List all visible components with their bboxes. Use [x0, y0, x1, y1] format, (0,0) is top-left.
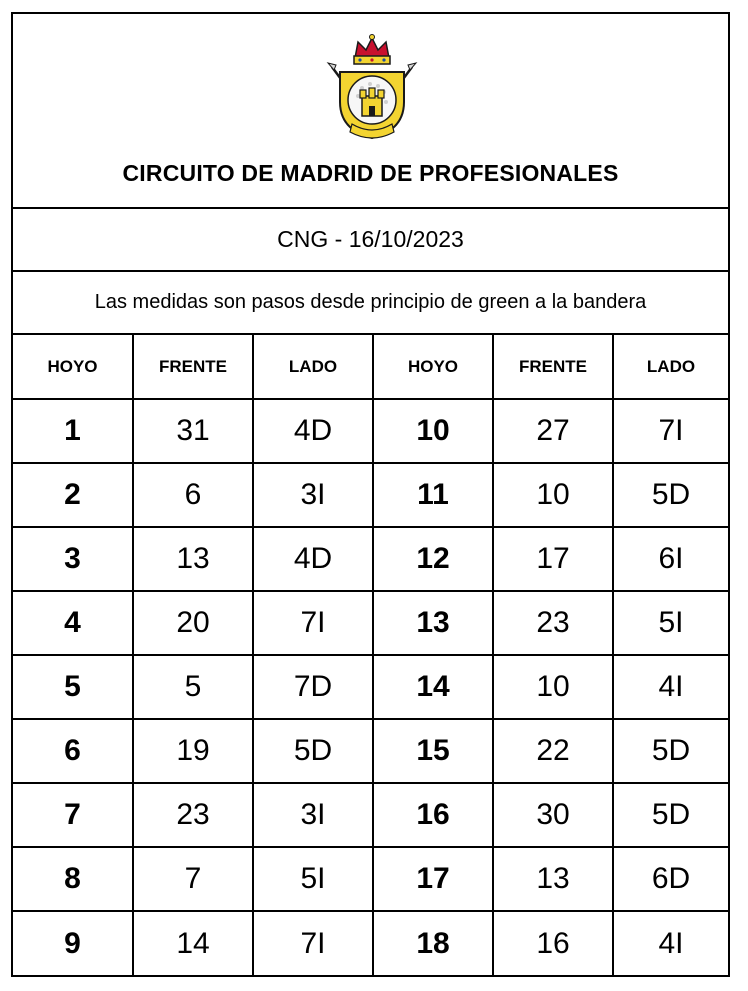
hole-positions-table [13, 335, 728, 975]
side-value: 7I [613, 399, 728, 463]
front-value: 30 [493, 783, 613, 847]
hole-number: 4 [13, 591, 133, 655]
side-value: 5D [253, 719, 373, 783]
side-value: 5I [253, 847, 373, 911]
hole-number: 14 [373, 655, 493, 719]
side-value: 4D [253, 527, 373, 591]
side-value: 5D [613, 719, 728, 783]
hole-number: 6 [13, 719, 133, 783]
front-value: 19 [133, 719, 253, 783]
hole-number: 3 [13, 527, 133, 591]
column-header-lado: LADO [613, 335, 728, 399]
front-value: 7 [133, 847, 253, 911]
side-value: 7D [253, 655, 373, 719]
side-value: 5D [613, 783, 728, 847]
federation-crest-icon [322, 32, 422, 142]
side-value: 4I [613, 655, 728, 719]
front-value: 27 [493, 399, 613, 463]
side-value: 3I [253, 463, 373, 527]
front-value: 6 [133, 463, 253, 527]
header-block [13, 14, 728, 209]
side-value: 6D [613, 847, 728, 911]
column-header-lado: LADO [253, 335, 373, 399]
hole-number: 1 [13, 399, 133, 463]
event-date-line: CNG - 16/10/2023 [13, 209, 728, 272]
front-value: 20 [133, 591, 253, 655]
hole-number: 2 [13, 463, 133, 527]
front-value: 23 [493, 591, 613, 655]
front-value: 23 [133, 783, 253, 847]
hole-number: 9 [13, 911, 133, 975]
front-value: 17 [493, 527, 613, 591]
front-value: 10 [493, 655, 613, 719]
side-value: 5D [613, 463, 728, 527]
hole-number: 5 [13, 655, 133, 719]
front-value: 31 [133, 399, 253, 463]
side-value: 7I [253, 911, 373, 975]
table-row [13, 463, 728, 527]
side-value: 5I [613, 591, 728, 655]
hole-number: 12 [373, 527, 493, 591]
pin-sheet [11, 12, 730, 977]
front-value: 13 [133, 527, 253, 591]
hole-number: 10 [373, 399, 493, 463]
column-header-frente: FRENTE [493, 335, 613, 399]
table-row [13, 847, 728, 911]
front-value: 10 [493, 463, 613, 527]
federation-logo [322, 32, 422, 142]
front-value: 16 [493, 911, 613, 975]
front-value: 13 [493, 847, 613, 911]
column-header-frente: FRENTE [133, 335, 253, 399]
page-title: CIRCUITO DE MADRID DE PROFESIONALES [122, 160, 619, 186]
table-row [13, 719, 728, 783]
hole-number: 15 [373, 719, 493, 783]
column-header-hoyo: HOYO [373, 335, 493, 399]
table-row [13, 655, 728, 719]
hole-number: 7 [13, 783, 133, 847]
table-row [13, 591, 728, 655]
hole-number: 13 [373, 591, 493, 655]
table-row [13, 399, 728, 463]
side-value: 6I [613, 527, 728, 591]
hole-number: 18 [373, 911, 493, 975]
hole-number: 11 [373, 463, 493, 527]
measurement-note: Las medidas son pasos desde principio de green a la bandera [13, 272, 728, 335]
column-header-hoyo: HOYO [13, 335, 133, 399]
table-row [13, 911, 728, 975]
table-row [13, 527, 728, 591]
front-value: 5 [133, 655, 253, 719]
hole-number: 8 [13, 847, 133, 911]
table-header-row [13, 335, 728, 399]
side-value: 3I [253, 783, 373, 847]
front-value: 14 [133, 911, 253, 975]
hole-number: 16 [373, 783, 493, 847]
table-row [13, 783, 728, 847]
side-value: 4D [253, 399, 373, 463]
side-value: 7I [253, 591, 373, 655]
hole-number: 17 [373, 847, 493, 911]
side-value: 4I [658, 926, 684, 960]
front-value: 22 [493, 719, 613, 783]
